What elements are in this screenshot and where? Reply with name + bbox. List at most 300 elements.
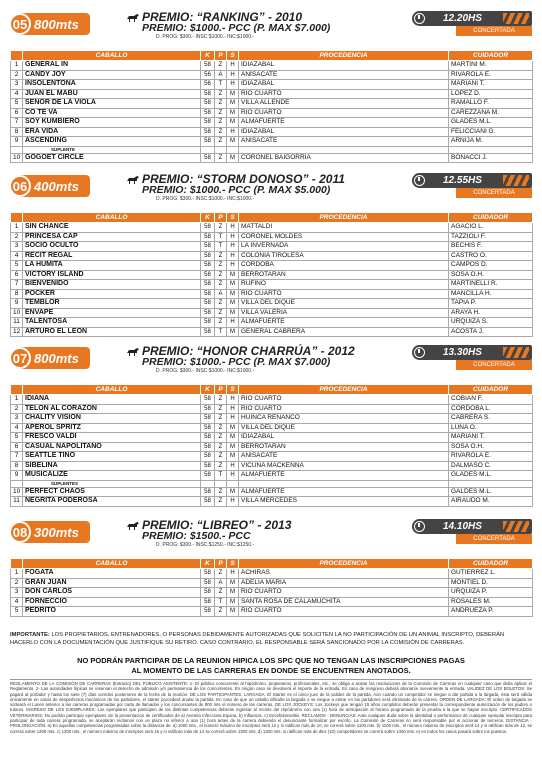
divider (10, 679, 532, 680)
horse-icon (126, 175, 140, 185)
sex: M (227, 137, 239, 147)
empty-cell (239, 146, 449, 153)
race-header (10, 518, 532, 558)
race-prize-details: D. PROG: $300.- INSC:$1250.- INC:$1250.- (156, 542, 255, 548)
warning-line-1: NO PODRÁN PARTICIPAR DE LA REUNION HIPICA LOS SPC QUE NO TENGAN LAS INSCRIPCIONES PAGAS (77, 656, 465, 665)
table-row (11, 452, 533, 462)
race-time-bar (412, 345, 532, 360)
table-row (11, 232, 533, 242)
table-row (11, 318, 533, 328)
race-time-box (412, 173, 532, 199)
entry-number: 3 (11, 242, 23, 252)
weight-kg: 58 (201, 308, 215, 318)
weight-kg: 58 (201, 270, 215, 280)
horse-name: ARTURO EL LEON (23, 327, 201, 337)
col-p: P (215, 559, 227, 569)
race-distance: 800mts (34, 350, 79, 366)
origin: ALMAFUERTE (239, 471, 449, 481)
race-premio-title: PREMIO: “RANKING” - 2010 (142, 10, 303, 24)
table-header-row (11, 385, 533, 395)
origin: GENERAL CABRERA (239, 327, 449, 337)
horse-name: GENERAL IN (23, 61, 201, 71)
race-distance: 400mts (34, 178, 79, 194)
table-row (11, 487, 533, 497)
table-row (11, 223, 533, 233)
coat: T (215, 242, 227, 252)
entry-number: 2 (11, 404, 23, 414)
origin: RIO CUARTO (239, 588, 449, 598)
trainer: GUTIERREZ L. (449, 569, 533, 579)
coat: Z (215, 452, 227, 462)
col-num (11, 385, 23, 395)
coat: Z (215, 127, 227, 137)
horse-name: SEÑOR DE LA VIOLA (23, 99, 201, 109)
coat: Z (215, 299, 227, 309)
coat: T (215, 80, 227, 90)
sex: M (227, 327, 239, 337)
race-status: CONCERTADA (456, 360, 532, 370)
table-row (11, 433, 533, 443)
weight-kg: 58 (201, 578, 215, 588)
sex: H (227, 395, 239, 405)
weight-kg: 58 (201, 588, 215, 598)
sex: H (227, 80, 239, 90)
entry-number: 4 (11, 251, 23, 261)
table-row (11, 404, 533, 414)
horse-name: MUSICALIZE (23, 471, 201, 481)
race-number: 07 (9, 347, 31, 369)
origin: VILLA DEL DIQUE (239, 299, 449, 309)
race-premio-title: PREMIO: “STORM DONOSO” - 2011 (142, 172, 345, 186)
entry-number: 3 (11, 414, 23, 424)
horse-name: JUAN EL MABU (23, 89, 201, 99)
origin: LA INVERNADA (239, 242, 449, 252)
origin: RIO CUARTO (239, 607, 449, 617)
coat: Z (215, 414, 227, 424)
origin: ACHIRAS (239, 569, 449, 579)
weight-kg: 58 (201, 232, 215, 242)
entries-table (10, 384, 533, 507)
trainer: URQUIZA S. (449, 318, 533, 328)
weight-kg: 58 (201, 261, 215, 271)
sex: M (227, 452, 239, 462)
coat: A (215, 70, 227, 80)
col-s: S (227, 385, 239, 395)
horse-name: SIBELINA (23, 461, 201, 471)
sex: M (227, 89, 239, 99)
race-header (10, 172, 532, 212)
weight-kg: 58 (201, 414, 215, 424)
entry-number: 5 (11, 607, 23, 617)
origin: IDIAZABAL (239, 127, 449, 137)
race-prize-details: D. PROG: $300.- INSC:$1000.- INC:$1000.- (156, 196, 255, 202)
coat: Z (215, 308, 227, 318)
table-row (11, 442, 533, 452)
entry-number: 8 (11, 289, 23, 299)
coat: Z (215, 99, 227, 109)
origin: ALMAFUERTE (239, 487, 449, 497)
weight-kg: 58 (201, 497, 215, 507)
origin: COLONIA TIROLESA (239, 251, 449, 261)
weight-kg: 58 (201, 452, 215, 462)
origin: VILLA DEL DIQUE (239, 423, 449, 433)
horse-icon (126, 13, 140, 23)
coat: Z (215, 89, 227, 99)
col-caballo: CABALLO (23, 51, 201, 61)
entry-number: 9 (11, 299, 23, 309)
horse-name: SOY KUMBIERO (23, 118, 201, 128)
race-prize-details: D. PROG: $300.- INSC:$1000.- INC:$1000.- (156, 34, 255, 40)
weight-kg: 58 (201, 433, 215, 443)
weight-kg: 58 (201, 395, 215, 405)
race-status: CONCERTADA (456, 26, 532, 36)
entry-number: 10 (11, 308, 23, 318)
origin: ANISACATE (239, 452, 449, 462)
trainer: BONACCI J. (449, 153, 533, 163)
trainer: COBIAN F. (449, 395, 533, 405)
horse-name: POCKER (23, 289, 201, 299)
entries-table (10, 212, 533, 337)
origin: ANISACATE (239, 70, 449, 80)
weight-kg: 58 (201, 487, 215, 497)
col-procedencia: PROCEDENCIA (239, 213, 449, 223)
race-time-bar (412, 11, 532, 26)
table-row (11, 461, 533, 471)
trainer: GLADES M.L. (449, 471, 533, 481)
entry-number: 9 (11, 471, 23, 481)
race-section (10, 172, 532, 335)
race-badge (10, 13, 90, 35)
entry-number: 4 (11, 597, 23, 607)
horse-name: RECIT REGAL (23, 251, 201, 261)
sex: M (227, 153, 239, 163)
table-row (11, 108, 533, 118)
empty-cell (449, 480, 533, 487)
origin: RIO CUARTO (239, 289, 449, 299)
table-row (11, 137, 533, 147)
table-header-row (11, 559, 533, 569)
entry-number: 2 (11, 232, 23, 242)
col-k: K (201, 385, 215, 395)
entry-number: 5 (11, 261, 23, 271)
table-row (11, 153, 533, 163)
entry-number: 12 (11, 327, 23, 337)
sex: M (227, 289, 239, 299)
weight-kg: 58 (201, 251, 215, 261)
race-section (10, 10, 532, 161)
coat: Z (215, 261, 227, 271)
important-label: IMPORTANTE: (10, 632, 50, 638)
coat: Z (215, 137, 227, 147)
entry-number: 11 (11, 318, 23, 328)
coat: Z (215, 153, 227, 163)
race-prize: PREMIO: $1500.- PCC (142, 530, 251, 542)
sex: H (227, 251, 239, 261)
weight-kg: 58 (201, 299, 215, 309)
weight-kg: 58 (201, 242, 215, 252)
coat: T (215, 327, 227, 337)
origin: RIO CUARTO (239, 89, 449, 99)
table-header-row (11, 51, 533, 61)
sex: M (227, 299, 239, 309)
race-status: CONCERTADA (456, 534, 532, 544)
trainer: GLADES M.L. (449, 118, 533, 128)
weight-kg: 58 (201, 327, 215, 337)
trainer: ACOSTA J. (449, 327, 533, 337)
horse-name: IDIANA (23, 395, 201, 405)
sex: M (227, 118, 239, 128)
warning-line-2: AL MOMENTO DE LAS CARRERAS EN DONDE SE ENCUENTREN ANOTADOS. (131, 665, 411, 675)
sex: H (227, 61, 239, 71)
entry-number: 1 (11, 223, 23, 233)
weight-kg: 56 (201, 80, 215, 90)
race-prize: PREMIO: $1000.- PCC (P. MAX $5.000) (142, 184, 331, 196)
race-section (10, 518, 532, 614)
col-cuidador: CUIDADOR (449, 559, 533, 569)
important-text: LOS PROPIETARIOS, ENTRENADORES, O PERSONAS DEBIDAMENTE AUTORIZADAS QUE SOLICITEN LA NO PARTICIPACIÓN DE UN ANIMAL INSCRIPTO, DEBERÁN HACERLO CON LA DOCUMENTACIÓN QUE JUSTIFIQUE SU RETIRO. CASO CONTRARIO, EL RESPONSABLE SERÁ SANCIONADO POR LA COMISIÓN DE CARRERAS. (10, 632, 505, 646)
suplente-label: SUPLENTES (23, 480, 201, 487)
origin: BERROTARAN (239, 442, 449, 452)
weight-kg: 58 (201, 137, 215, 147)
horse-icon (126, 521, 140, 531)
table-row (11, 99, 533, 109)
cell-num (11, 480, 23, 487)
sex: H (227, 261, 239, 271)
empty-cell (215, 146, 227, 153)
table-row (11, 423, 533, 433)
trainer: AGACIO L. (449, 223, 533, 233)
sex: M (227, 588, 239, 598)
table-row (11, 327, 533, 337)
trainer: CORDOBA L. (449, 404, 533, 414)
origin: ALMAFUERTE (239, 318, 449, 328)
suplente-row (11, 480, 533, 487)
race-time-box (412, 519, 532, 545)
weight-kg: 58 (201, 289, 215, 299)
registration-warning (10, 656, 532, 675)
empty-cell (227, 480, 239, 487)
horse-name: ENVAPE (23, 308, 201, 318)
entry-number: 7 (11, 452, 23, 462)
trainer: AIRAUDO M. (449, 497, 533, 507)
coat: Z (215, 404, 227, 414)
trainer: ARNIJA M. (449, 137, 533, 147)
race-time: 13.30HS (443, 347, 482, 358)
table-row (11, 242, 533, 252)
trainer: RIVAROLA E. (449, 452, 533, 462)
entry-number: 7 (11, 280, 23, 290)
col-num (11, 559, 23, 569)
trainer: CAMPOS D. (449, 261, 533, 271)
origin: VILLA MERCEDES (239, 497, 449, 507)
horse-name: GRAN JUAN (23, 578, 201, 588)
horse-name: NEGRITA PODEROSA (23, 497, 201, 507)
trainer: ANDRUEZA P. (449, 607, 533, 617)
sex: H (227, 318, 239, 328)
weight-kg: 58 (201, 118, 215, 128)
sex: H (227, 242, 239, 252)
origin: RIO CUARTO (239, 108, 449, 118)
race-distance: 300mts (34, 524, 79, 540)
sex: M (227, 442, 239, 452)
horse-name: CANDY JOY (23, 70, 201, 80)
origin: MATTALDI (239, 223, 449, 233)
sex: M (227, 433, 239, 443)
weight-kg: 58 (201, 318, 215, 328)
race-time: 12.55HS (443, 175, 482, 186)
race-time: 14.10HS (443, 521, 482, 532)
sex: H (227, 497, 239, 507)
trainer: LUNA O. (449, 423, 533, 433)
weight-kg: 58 (201, 223, 215, 233)
horse-name: ASCENDING (23, 137, 201, 147)
entry-number: 4 (11, 89, 23, 99)
weight-kg: 58 (201, 280, 215, 290)
table-row (11, 89, 533, 99)
coat: Z (215, 461, 227, 471)
horse-name: SIN CHANCE (23, 223, 201, 233)
trainer: SOSA O.H. (449, 270, 533, 280)
race-time-bar (412, 519, 532, 534)
empty-cell (239, 480, 449, 487)
suplente-label: SUPLENTE (23, 146, 201, 153)
col-cuidador: CUIDADOR (449, 213, 533, 223)
coat: Z (215, 280, 227, 290)
col-cuidador: CUIDADOR (449, 385, 533, 395)
col-k: K (201, 559, 215, 569)
trainer: CABRERA S. (449, 414, 533, 424)
regulation-text: REGLAMENTO DE LA COMISIÓN DE CARRERAS (Extracto) DEL PÚBLICO ASISTENTE: 1- El público concurrente al hipódromo, propietarios, profesionales, etc., se obliga a acatar las resoluciones de la Comisión de Carreras en cualquier caso que deba aplicar el Reglamento. 2- Las autoridades hípicas se reservan el derecho de admisión y/o permanencia de los concurrentes. En ningún caso se devolverá el importe de la entrada. En caso de reingreso deberá abonarse nuevamente la entrada. VALIDEZ DE LOS BOLETOS: Se pagará al portador y hasta los siete (7) días corridos posteriores de la fecha de la reunión. DE LOS PARTICIPANTES: LARGADA: El Starter es el único juez de la validez de la partida. Aún cuando un competidor se niegue a dar partida a la largada, ésta será válida únicamente en casos de desperfectos mecánicos de los partidores, el starter procederá anular la partida. En caso de que un caballo dificulte la largada o se niegue a entrar en los partidores será eliminado de la carrera. ORDEN DE LARGADA: El orden de largada se sorteará el Lunes anterior a las carreras programadas por carta de llamados y los concursantes de 800 mts el número de las carreras. DE LOS JOCKEYS: Los Jockeys que tengan 15 años cumplidos deberán presentar la correspondiente autorización de los padres o tutores. INGRESO DE LOS EJEMPLARES: Los ejemplares que participen de las distintas competencias deberán ingresar al recinto del Hipódromo con una (1) hora de anticipación al horario programado de la prueba a la que se hayan inscripto. CERTIFICADOS VETERINARIOS: No podrán participar ejemplares sin la presentación de certificados de a) Anemia Infecciosa Equina, b) Influenza, c) Encefalomielitis. RECLAMOS - DENUNCIAS: Ante cualquier duda sobre la identidad o performance de cualquier ejemplar inscripto para participar de toda carrera programada, se aceptarán reclamos con un plazo no inferior a una (1) hora antes de la carrera debiendo el denunciante formalizar por escrito. La Comisión de Carreras no será responsable por el accionar de terceros. DISTANCIA - PROLONGACIÓN: a) En aquellas competencias programadas sobre la distancia de: a) 1000 mts., el número máximo de inscriptos será 12 y si ratifican más de 10, se correrá sobre 1100 mts. b) 1100 mts., el número máximo de inscriptos será 14 y si ratifican más de 12, se correrá sobre 1200 mts. c) 1200 mts., el número máximo de inscriptos será 16 y si ratifican más de 14 se correrá sobre 1300 mts. d) 1300 mts. si ratifican más de diez (10) competidores se correrá sobre 1400 mts. e) en todos los casos pasará sobre los puestos. (10, 681, 532, 734)
trainer: MONTIEL D. (449, 578, 533, 588)
weight-kg: 58 (201, 153, 215, 163)
horse-name: APEROL SPRITZ (23, 423, 201, 433)
horse-name: FRESCO VALDI (23, 433, 201, 443)
coat: Z (215, 588, 227, 598)
table-row (11, 597, 533, 607)
table-row (11, 308, 533, 318)
entry-number: 6 (11, 108, 23, 118)
horse-name: CASUAL NAPOLITANO (23, 442, 201, 452)
weight-kg: 58 (201, 569, 215, 579)
race-number: 05 (9, 13, 31, 35)
horse-name: CHALITY VISION (23, 414, 201, 424)
sex: H (227, 127, 239, 137)
race-badge (10, 175, 90, 197)
entry-number: 10 (11, 153, 23, 163)
entry-number: 9 (11, 137, 23, 147)
horse-name: LA HUMITA (23, 261, 201, 271)
empty-cell (201, 480, 215, 487)
origin: SANTA ROSA DE CALAMUCHITA (239, 597, 449, 607)
race-premio-title: PREMIO: “HONOR CHARRÚA” - 2012 (142, 344, 355, 358)
coat: Z (215, 395, 227, 405)
clock-icon (414, 521, 425, 532)
horse-name: PERFECT CHAOS (23, 487, 201, 497)
coat: Z (215, 223, 227, 233)
sex: H (227, 232, 239, 242)
coat: Z (215, 251, 227, 261)
sex: H (227, 404, 239, 414)
table-row (11, 289, 533, 299)
col-p: P (215, 51, 227, 61)
horse-name: VICTORY ISLAND (23, 270, 201, 280)
stripe-decoration (503, 175, 529, 186)
sex: H (227, 569, 239, 579)
trainer: MANCILLA H. (449, 289, 533, 299)
coat: Z (215, 487, 227, 497)
horse-name: SOCIO OCULTO (23, 242, 201, 252)
weight-kg: 58 (201, 607, 215, 617)
trainer: RAMALLO F. (449, 99, 533, 109)
horse-icon (126, 347, 140, 357)
entries-table (10, 50, 533, 163)
table-row (11, 471, 533, 481)
coat: T (215, 471, 227, 481)
table-row (11, 270, 533, 280)
sex: M (227, 308, 239, 318)
trainer: ROSALES M. (449, 597, 533, 607)
table-row (11, 578, 533, 588)
col-k: K (201, 213, 215, 223)
origin: VILLA VALERIA (239, 308, 449, 318)
horse-name: BIENVENIDO (23, 280, 201, 290)
horse-name: FORNECCIO (23, 597, 201, 607)
col-procedencia: PROCEDENCIA (239, 559, 449, 569)
weight-kg: 58 (201, 127, 215, 137)
origin: VILLA ALLENDE (239, 99, 449, 109)
coat: Z (215, 497, 227, 507)
coat: Z (215, 118, 227, 128)
entry-number: 8 (11, 461, 23, 471)
coat: Z (215, 61, 227, 71)
sex: H (227, 414, 239, 424)
entry-number: 1 (11, 61, 23, 71)
origin: IDIAZABAL (239, 61, 449, 71)
race-header (10, 344, 532, 384)
col-k: K (201, 51, 215, 61)
origin: CORDOBA (239, 261, 449, 271)
sex: M (227, 487, 239, 497)
race-header (10, 10, 532, 50)
horse-name: INSOLENTONA (23, 80, 201, 90)
weight-kg: 58 (201, 99, 215, 109)
horse-name: FOGATA (23, 569, 201, 579)
weight-kg: 58 (201, 404, 215, 414)
table-row (11, 251, 533, 261)
origin: CORONEL BAIGORRIA (239, 153, 449, 163)
table-row (11, 299, 533, 309)
origin: ALMAFUERTE (239, 118, 449, 128)
col-caballo: CABALLO (23, 559, 201, 569)
coat: T (215, 232, 227, 242)
weight-kg: 58 (201, 597, 215, 607)
horse-name: PEDRITO (23, 607, 201, 617)
stripe-decoration (503, 521, 529, 532)
entry-number: 7 (11, 118, 23, 128)
stripe-decoration (503, 347, 529, 358)
sex: M (227, 423, 239, 433)
trainer: DALMASO C. (449, 461, 533, 471)
race-number: 08 (9, 521, 31, 543)
table-row (11, 127, 533, 137)
col-procedencia: PROCEDENCIA (239, 51, 449, 61)
origin: IDIAZABAL (239, 433, 449, 443)
horse-name: PRINCESA CAP (23, 232, 201, 242)
table-row (11, 497, 533, 507)
sex: M (227, 578, 239, 588)
race-distance: 800mts (34, 16, 79, 32)
race-premio-title: PREMIO: “LIBREO” - 2013 (142, 518, 292, 532)
